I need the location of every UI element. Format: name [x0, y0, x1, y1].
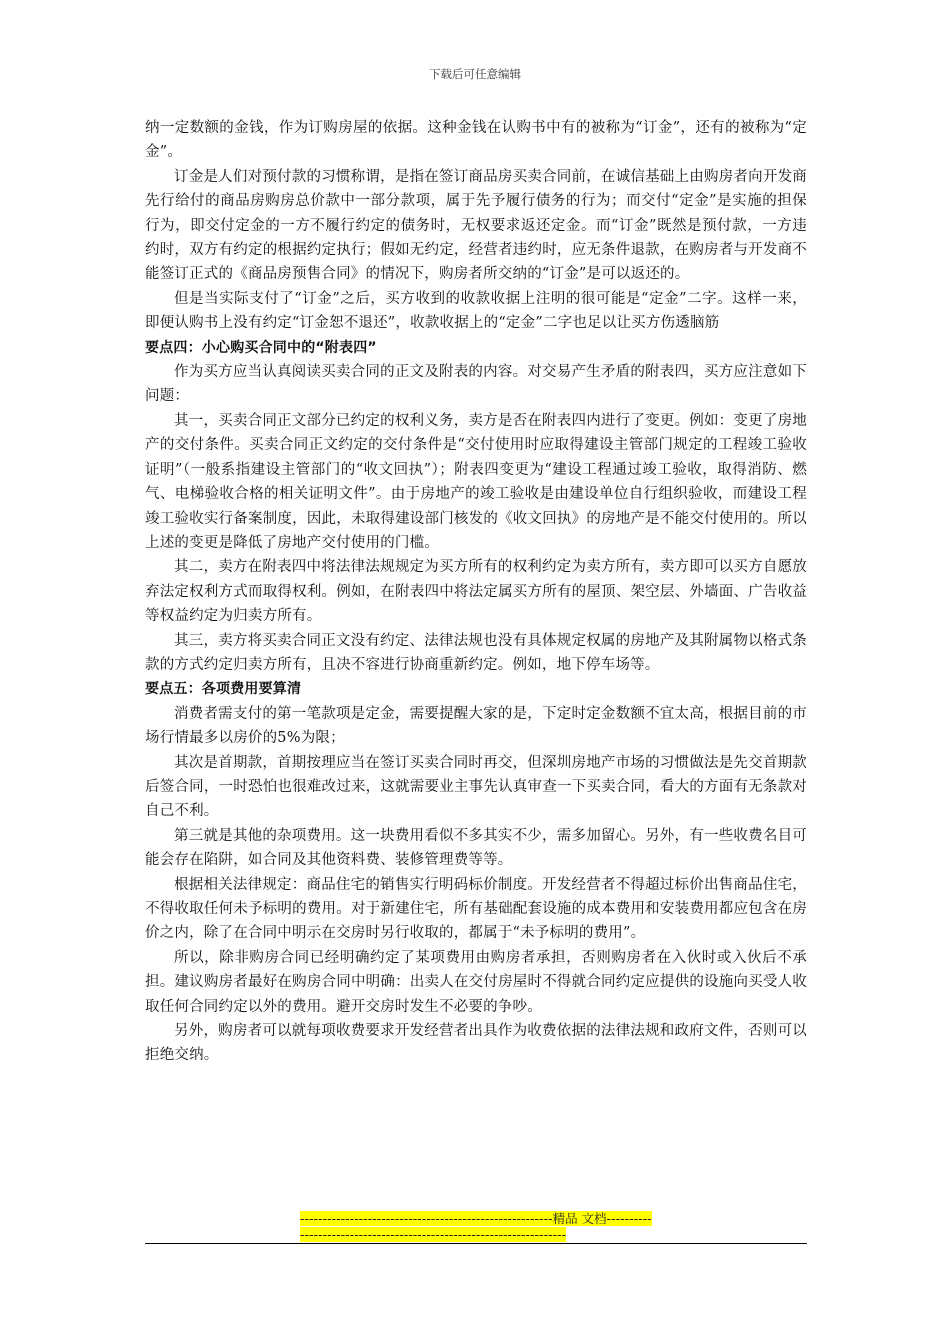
paragraph: 所以，除非购房合同已经明确约定了某项费用由购房者承担，否则购房者在入伙时或入伙后不承担。建议购房者最好在购房合同中明确：出卖人在交付房屋时不得就合同约定应提供的设施向买受人收取任何合同约定以外的费用。避开交房时发生不必要的争吵。 [145, 949, 807, 1015]
footer-note [300, 1211, 652, 1243]
page-header: 下载后可任意编辑 [429, 67, 521, 81]
paragraph: 根据相关法律规定：商品住宅的销售实行明码标价制度。开发经营者不得超过标价出售商品住宅，不得收取任何未予标明的费用。对于新建住宅，所有基础配套设施的成本费用和安装费用都应包含在房价之内，除了在合同中明示在交房时另行收取的，都属于“未予标明的费用”。 [145, 876, 807, 942]
paragraph: 其次是首期款，首期按理应当在签订买卖合同时再交，但深圳房地产市场的习惯做法是先交首期款后签合同，一时恐怕也很难改过来，这就需要业主事先认真审查一下买卖合同，看大的方面有无条款对自己不利。 [145, 754, 807, 820]
paragraph: 其三，卖方将买卖合同正文没有约定、法律法规也没有具体规定权属的房地产及其附属物以格式条款的方式约定归卖方所有，且决不容进行协商重新约定。例如，地下停车场等。 [145, 632, 807, 673]
paragraph: 订金是人们对预付款的习惯称谓，是指在签订商品房买卖合同前，在诚信基础上由购房者向开发商先行给付的商品房购房总价款中一部分款项，属于先予履行债务的行为；而交付“定金”是实施的担保行为，即交付定金的一方不履行约定的债务时，无权要求返还定金。而“订金”既然是预付款，一方违约时，双方有约定的根据约定执行；假如无约定，经营者违约时，应无条件退款，在购房者与开发商不能签订正式的《商品房预售合同》的情况下，购房者所交纳的“订金”是可以返还的。 [145, 168, 807, 283]
paragraph: 但是当实际支付了“订金”之后，买方收到的收款收据上注明的很可能是“定金”二字。这样一来，即便认购书上没有约定“订金恕不退还”，收款收据上的“定金”二字也足以让买方伤透脑筋 [145, 290, 807, 332]
paragraph: 作为买方应当认真阅读买卖合同的正文及附表的内容。对交易产生矛盾的附表四，买方应注意如下问题： [145, 364, 807, 405]
footer-divider [145, 1243, 807, 1244]
paragraph: 其一，买卖合同正文部分已约定的权利义务，卖方是否在附表四内进行了变更。例如：变更了房地产的交付条件。买卖合同正文约定的交付条件是“交付使用时应取得建设主管部门规定的工程竣工验收证明”（一般系指建设主管部门的“收文回执”）；附表四变更为“建设工程通过竣工验收，取得消防、燃气、电梯验收合格的相关证明文件”。由于房地产的竣工验收是由建设单位自行组织验收，而建设工程竣工验收实行备案制度，因此，未取得建设部门核发的《收文回执》的房地产是不能交付使用的。所以上述的变更是降低了房地产交付使用的门槛。 [145, 412, 807, 551]
paragraph: 第三就是其他的杂项费用。这一块费用看似不多其实不少，需多加留心。另外，有一些收费名目可能会存在陷阱，如合同及其他资料费、装修管理费等等。 [145, 827, 807, 869]
paragraph: 纳一定数额的金钱，作为订购房屋的依据。这种金钱在认购书中有的被称为“订金”，还有的被称为“定金”。 [145, 120, 807, 161]
paragraph: 消费者需支付的第一笔款项是定金，需要提醒大家的是，下定时定金数额不宜太高，根据目前的市场行情最多以房价的5%为限； [145, 705, 807, 747]
footer-note-text: --------------------------------------------------------精品 文档--------------------------------------------------------------------- [300, 1211, 652, 1242]
section-heading: 要点四：小心购买合同中的“附表四” [145, 339, 377, 356]
document-body [145, 116, 807, 1068]
paragraph: 另外，购房者可以就每项收费要求开发经营者出具作为收费依据的法律法规和政府文件，否则可以拒绝交纳。 [145, 1023, 807, 1064]
paragraph: 其二，卖方在附表四中将法律法规规定为买方所有的权利约定为卖方所有，卖方即可以买方自愿放弃法定权利方式而取得权利。例如，在附表四中将法定属买方所有的屋顶、架空层、外墙面、广告收益等权益约定为归卖方所有。 [145, 559, 807, 625]
section-heading: 要点五：各项费用要算清 [145, 681, 302, 698]
